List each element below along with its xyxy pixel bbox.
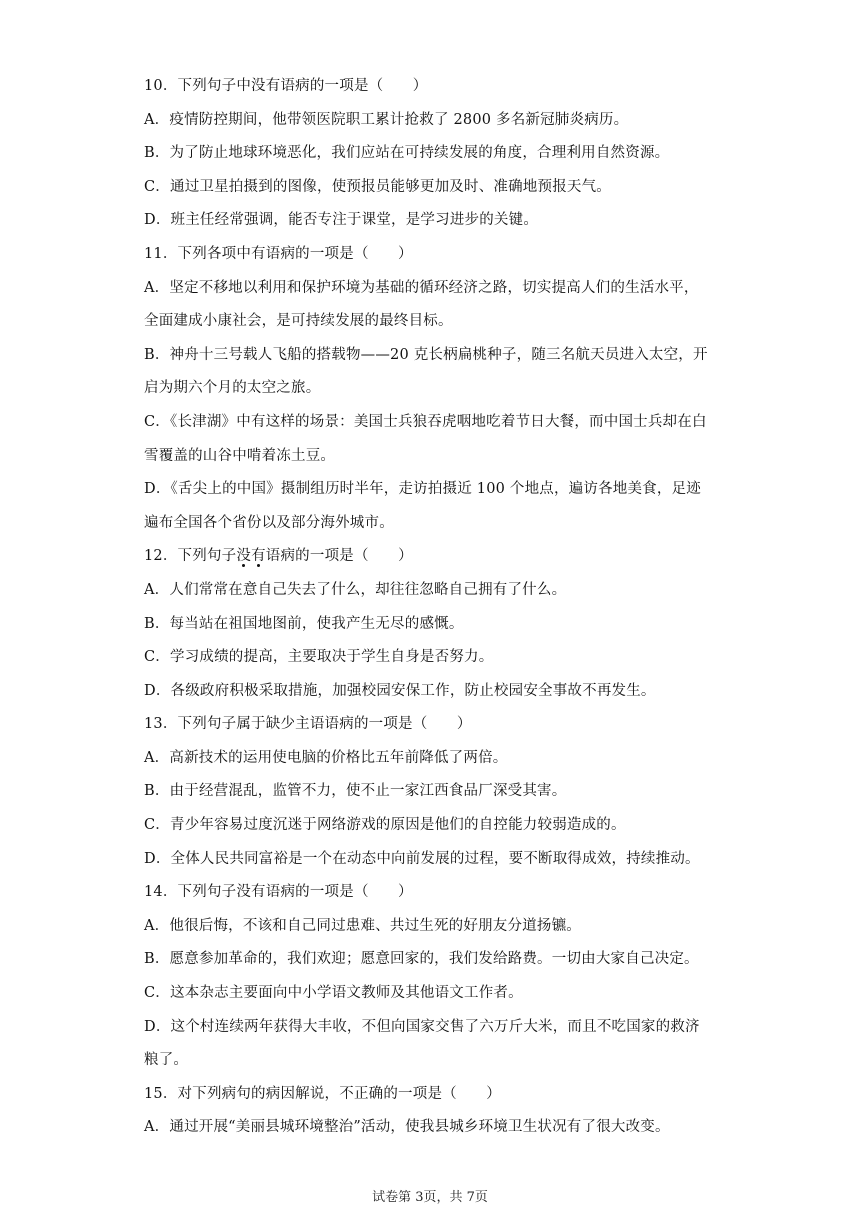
question-14-option-d-line2: 粮了。 bbox=[144, 1052, 189, 1069]
question-10-option-d: D．班主任经常强调，能否专注于课堂，是学习进步的关键。 bbox=[144, 212, 539, 229]
question-11-option-d-line2: 遍布全国各个省份以及部分海外城市。 bbox=[144, 514, 394, 531]
question-10-stem: 10．下列句子中没有语病的一项是（ ） bbox=[144, 78, 428, 94]
question-13-option-a: A．高新技术的运用使电脑的价格比五年前降低了两倍。 bbox=[144, 749, 508, 766]
question-11-option-a-line1: A．坚定不移地以利用和保护环境为基础的循环经济之路，切实提高人们的生活水平， bbox=[144, 279, 699, 296]
question-12-option-d: D．各级政府积极采取措施，加强校园安保工作，防止校园安全事故不再发生。 bbox=[144, 682, 656, 699]
question-15-stem: 15．对下列病句的病因解说，不正确的一项是（ ） bbox=[144, 1085, 501, 1102]
emphasis-dot-char-mei: 没 bbox=[236, 548, 252, 565]
question-11-option-d-line1: D．《舌尖上的中国》摄制组历时半年，走访拍摄近 100 个地点，遍访各地美食，足迹 bbox=[144, 481, 701, 498]
question-14-option-b: B．愿意参加革命的，我们欢迎；愿意回家的，我们发给路费。一切由大家自己决定。 bbox=[144, 951, 699, 968]
question-13-stem: 13．下列句子属于缺少主语语病的一项是（ ） bbox=[144, 716, 472, 733]
question-12-option-a: A．人们常常在意自己失去了什么，却往往忽略自己拥有了什么。 bbox=[144, 581, 567, 598]
question-12-stem-part2: 语病的一项是（ ） bbox=[265, 548, 413, 565]
question-list bbox=[144, 70, 724, 1145]
question-11-option-b-line1: B．神舟十三号载人飞船的搭载物——20 克长柄扁桃种子，随三名航天员进入太空，开 bbox=[144, 346, 708, 363]
question-12-stem bbox=[144, 540, 724, 574]
question-12-option-b: B．每当站在祖国地图前，使我产生无尽的感慨。 bbox=[144, 615, 464, 632]
question-15-option-a: A．通过开展“美丽县城环境整治”活动，使我县城乡环境卫生状况有了很大改变。 bbox=[144, 1119, 670, 1136]
question-13-option-d: D．全体人民共同富裕是一个在动态中向前发展的过程，要不断取得成效，持续推动。 bbox=[144, 850, 700, 867]
question-14-option-a: A．他很后悔，不该和自己同过患难、共过生死的好朋友分道扬镳。 bbox=[144, 917, 581, 934]
question-10-option-c: C．通过卫星拍摄到的图像，使预报员能够更加及时、准确地预报天气。 bbox=[144, 178, 611, 195]
question-14-option-d-line1: D．这个村连续两年获得大丰收，不但向国家交售了六万斤大米，而且不吃国家的救济 bbox=[144, 1018, 700, 1035]
question-13-option-c: C．青少年容易过度沉迷于网络游戏的原因是他们的自控能力较弱造成的。 bbox=[144, 817, 626, 834]
question-12-option-c: C．学习成绩的提高，主要取决于学生自身是否努力。 bbox=[144, 649, 494, 666]
emphasis-dot-char-you: 有 bbox=[251, 548, 266, 565]
question-11-option-a-line2: 全面建成小康社会，是可持续发展的最终目标。 bbox=[144, 313, 453, 330]
question-11-option-c-line2: 雪覆盖的山谷中啃着冻土豆。 bbox=[144, 447, 336, 464]
question-11-option-c-line1: C．《长津湖》中有这样的场景：美国士兵狼吞虎咽地吃着节日大餐，而中国士兵却在白 bbox=[144, 413, 707, 430]
page-footer: 试卷第 3页，共 7页 bbox=[372, 1190, 488, 1205]
question-11-option-b-line2: 启为期六个月的太空之旅。 bbox=[144, 380, 321, 397]
question-10-option-b: B．为了防止地球环境恶化，我们应站在可持续发展的角度，合理利用自然资源。 bbox=[144, 145, 670, 162]
question-14-stem: 14．下列句子没有语病的一项是（ ） bbox=[144, 884, 413, 901]
question-12-stem-part1: 12．下列句子 bbox=[144, 548, 237, 565]
question-10-option-a: A．疫情防控期间，他带领医院职工累计抢救了 2800 多名新冠肺炎病历。 bbox=[144, 111, 629, 128]
question-14-option-c: C．这本杂志主要面向中小学语文教师及其他语文工作者。 bbox=[144, 985, 523, 1002]
question-11-stem: 11．下列各项中有语病的一项是（ ） bbox=[144, 245, 413, 262]
question-13-option-b: B．由于经营混乱，监管不力，使不止一家江西食品厂深受其害。 bbox=[144, 783, 567, 800]
